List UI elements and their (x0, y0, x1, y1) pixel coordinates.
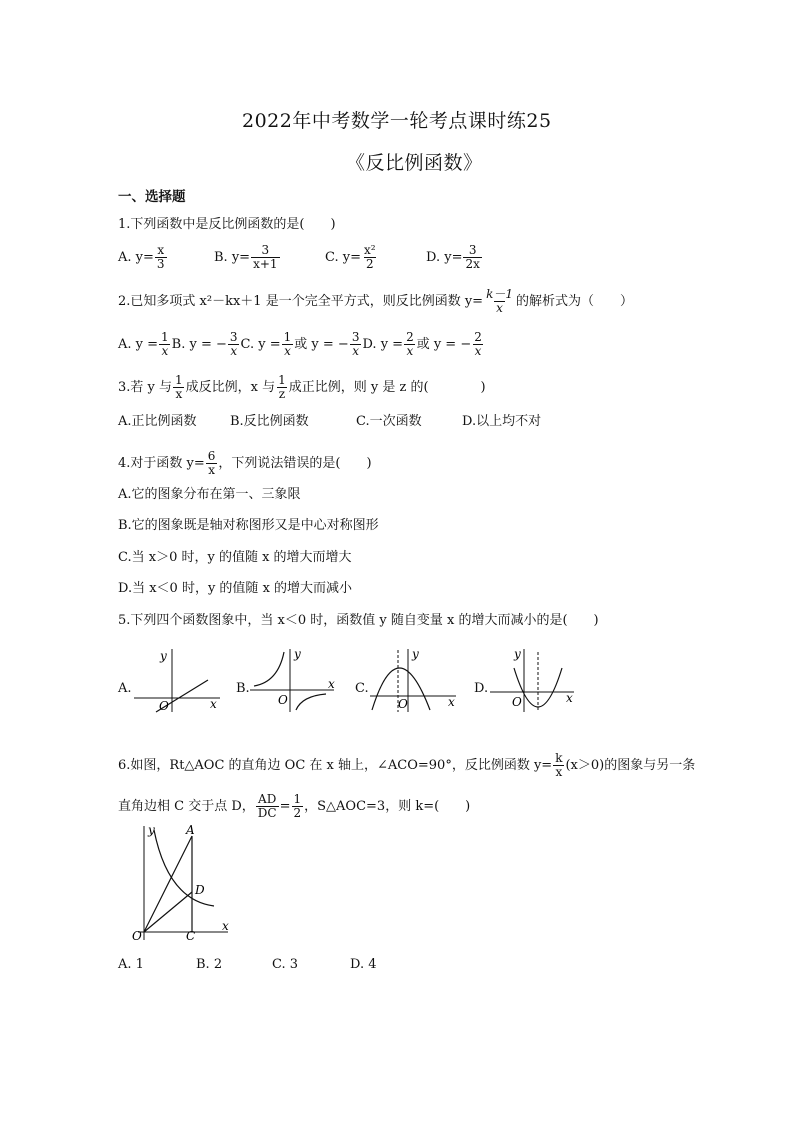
origin-label: O (512, 695, 522, 709)
q2-d-num2: 2 (474, 330, 482, 344)
q2-c-den2: x (352, 344, 360, 358)
origin-label: O (159, 699, 169, 713)
q3-option-d: D.以上均不对 (462, 414, 542, 429)
q2-c-num2: 3 (351, 330, 360, 344)
q5-option-b-label: B. (236, 681, 250, 696)
q6-ratio-fraction (256, 793, 279, 820)
q2-b-pre: B. y = − (171, 337, 227, 352)
y-label: y (160, 649, 167, 663)
q6-eq: = (279, 799, 291, 814)
q1-c-den: 2 (365, 257, 374, 271)
q3-option-a: A.正比例函数 (118, 414, 197, 429)
q6-option-b: B. 2 (196, 957, 223, 972)
q1-option-b (214, 244, 281, 271)
q1-d-num: 3 (468, 243, 477, 257)
q3-f1-den: x (175, 387, 183, 401)
q3-f2-den: z (278, 387, 286, 401)
q2-c-num: 1 (283, 330, 292, 344)
q1-stem: 1.下列函数中是反比例函数的是( ) (118, 217, 336, 232)
q4-p2: ，下列说法错误的是( ) (218, 456, 372, 471)
label-x: x (222, 919, 229, 933)
segment-OD (144, 892, 192, 932)
q6-r-num: AD (258, 792, 277, 806)
label-C: C (186, 929, 196, 942)
q5-stem: 5.下列四个函数图象中，当 x＜0 时，函数值 y 随自变量 x 的增大而减小的是( ) (118, 613, 599, 628)
q2-d-fraction (404, 331, 416, 358)
q1-a-num: x (157, 243, 165, 257)
q2-c-den: x (284, 344, 291, 358)
q2-c-mid: 或 y = − (294, 337, 349, 352)
q6-option-a: A. 1 (118, 957, 144, 972)
q1-b-num: 3 (261, 243, 270, 257)
q6-line2-post: ，S△AOC=3，则 k=( ) (304, 799, 471, 814)
q2-b-num: 3 (229, 330, 238, 344)
section-heading: 一、选择题 (118, 189, 186, 205)
y-label: y (294, 647, 301, 661)
q4-option-d: D.当 x＜0 时，y 的值随 x 的增大而减小 (118, 581, 353, 596)
q4-option-c: C.当 x＞0 时，y 的值随 x 的增大而增大 (118, 550, 352, 565)
q5-graph-a-svg (132, 646, 222, 714)
x-label: x (210, 697, 217, 711)
q2-stem-den: x (496, 301, 503, 315)
q6-line2-pre: 直角边相 C 交于点 D， (118, 799, 255, 814)
x-label: x (566, 691, 573, 705)
q6-line1-pre: 6.如图，Rt△AOC 的直角边 OC 在 x 轴上，∠ACO=90°，反比例函数 y= (118, 758, 553, 773)
q2-d-den2: x (474, 344, 482, 358)
q2-stem-fraction (484, 288, 515, 315)
q1-a-den: 3 (156, 257, 165, 271)
hyperbola-branch-right (296, 694, 326, 710)
q5-option-d-label: D. (474, 681, 489, 696)
q6-line-2 (118, 793, 470, 820)
q6-option-c: C. 3 (272, 957, 299, 972)
q1-a-fraction (155, 244, 167, 271)
q1-a-pre: A. y= (118, 250, 154, 265)
q1-b-fraction (251, 244, 279, 271)
q2-stem-pre: 2.已知多项式 x²－kx＋1 是一个完全平方式，则反比例函数 y= (118, 294, 484, 309)
x-label: x (328, 677, 335, 691)
q1-option-d (426, 244, 483, 271)
label-O: O (132, 929, 142, 942)
page-title: 2022年中考数学一轮考点课时练25 (242, 110, 552, 132)
q4-f-den: x (208, 463, 215, 477)
q2-a-num: 1 (161, 330, 169, 344)
q6-f-den: x (555, 765, 563, 779)
q6-option-d: D. 4 (350, 957, 377, 972)
origin-label: O (398, 697, 408, 711)
q4-stem (118, 450, 372, 477)
q1-c-num: x² (364, 243, 376, 257)
q2-d-pre: D. y = (362, 337, 404, 352)
q4-option-b: B.它的图象既是轴对称图形又是中心对称图形 (118, 518, 379, 533)
q3-p2: 成反比例，x 与 (185, 380, 276, 395)
q3-p1: 3.若 y 与 (118, 380, 173, 395)
q1-option-a (118, 244, 168, 271)
q1-c-fraction (362, 244, 378, 271)
q5-option-a-label: A. (118, 681, 132, 696)
y-label: y (412, 647, 419, 661)
q2-stem-num: k－1 (486, 287, 513, 301)
origin-label: O (278, 693, 288, 707)
q5-graph-d (488, 646, 578, 714)
q6-fraction (553, 752, 564, 779)
q6-figure (128, 822, 232, 942)
page-subtitle: 《反比例函数》 (346, 152, 483, 174)
y-label: y (514, 647, 521, 661)
q3-fraction-2 (276, 374, 288, 401)
q1-d-den: 2x (465, 257, 480, 271)
q2-a-fraction (159, 331, 171, 358)
q2-c-fraction (282, 331, 294, 358)
q6-line-1 (118, 752, 695, 779)
q4-f-num: 6 (207, 449, 216, 463)
label-A: A (186, 823, 195, 837)
q2-c-pre: C. y = (240, 337, 281, 352)
q5-graph-b-svg (248, 646, 338, 714)
q4-option-a: A.它的图象分布在第一、三象限 (118, 487, 301, 502)
q6-figure-svg (128, 822, 232, 942)
q6-h-num: 1 (293, 792, 302, 806)
q5-graph-c-svg (368, 646, 460, 714)
q1-b-pre: B. y= (214, 250, 251, 265)
q3-stem (118, 374, 486, 401)
q5-option-c-label: C. (355, 681, 369, 696)
q5-graph-d-svg (488, 646, 578, 714)
q4-p1: 4.对于函数 y= (118, 456, 205, 471)
q5-graph-a (132, 646, 222, 714)
q2-b-fraction (228, 331, 240, 358)
q3-option-c: C.一次函数 (356, 414, 422, 429)
q1-c-pre: C. y= (325, 250, 361, 265)
label-D: D (195, 883, 205, 897)
q3-p3: 成正比例，则 y 是 z 的( ) (288, 380, 486, 395)
q1-d-fraction (463, 244, 481, 271)
q2-a-pre: A. y = (118, 337, 159, 352)
q3-fraction-1 (173, 374, 185, 401)
q2-stem-post: 的解析式为（ ） (515, 294, 633, 309)
q2-c-fraction-2 (350, 331, 362, 358)
q6-r-den: DC (257, 806, 277, 820)
x-label: x (448, 695, 455, 709)
q3-option-b: B.反比例函数 (230, 414, 309, 429)
q6-line1-post: (x＞0)的图象与另一条 (565, 758, 696, 773)
q2-d-den: x (406, 344, 414, 358)
segment-OA (144, 836, 192, 932)
q3-f2-num: 1 (278, 373, 286, 387)
q5-graph-b (248, 646, 338, 714)
q2-stem (118, 288, 633, 315)
q4-fraction (206, 450, 218, 477)
q1-option-c (325, 244, 379, 271)
q2-a-den: x (161, 344, 169, 358)
q1-b-den: x+1 (253, 257, 278, 271)
q2-d-fraction-2 (472, 331, 484, 358)
q2-b-den: x (230, 344, 238, 358)
q5-graph-c (368, 646, 460, 714)
q6-half-fraction (292, 793, 304, 820)
q2-options (118, 331, 485, 358)
q2-d-mid: 或 y = − (416, 337, 472, 352)
q6-h-den: 2 (293, 806, 302, 820)
q6-f-num: k (555, 751, 563, 765)
q2-d-num: 2 (406, 330, 414, 344)
q3-f1-num: 1 (175, 373, 183, 387)
hyperbola-branch-left (254, 652, 284, 686)
label-y: y (148, 823, 155, 837)
q1-d-pre: D. y= (426, 250, 463, 265)
